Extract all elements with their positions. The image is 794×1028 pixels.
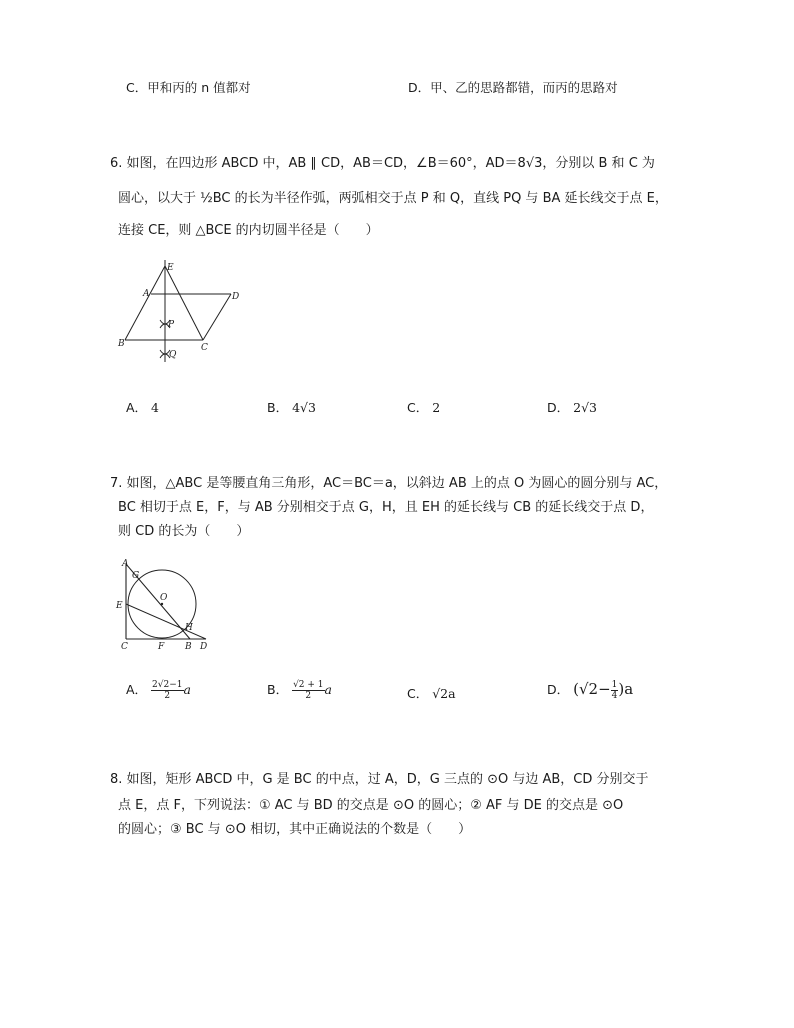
q7-line-3: 则 CD 的长为（ ） bbox=[118, 524, 250, 539]
q7-line-2: BC 相切于点 E，F，与 AB 分别相交于点 G，H，且 EH 的延长线与 CB 的延长线交于点 D， bbox=[118, 500, 654, 515]
option-d-prev: D．甲、乙的思路都错，而丙的思路对 bbox=[408, 80, 618, 95]
q7-option-d-letter: D． bbox=[547, 682, 570, 697]
q7-label-b: B bbox=[185, 642, 192, 652]
q6-option-a[interactable] bbox=[126, 398, 159, 416]
q7-option-b-var: a bbox=[324, 682, 332, 697]
q6-line-1: 6. 如图，在四边形 ABCD 中，AB ∥ CD，AB＝CD，∠B＝60°，AD＝8√3，分别以 B 和 C 为 bbox=[110, 156, 655, 171]
q7-option-c-value: √2a bbox=[432, 686, 456, 701]
q7-label-g: G bbox=[132, 571, 140, 581]
q7-option-b[interactable] bbox=[267, 680, 332, 701]
q7-label-h: H bbox=[185, 623, 193, 633]
q6-option-d[interactable] bbox=[547, 398, 597, 416]
q7-option-a[interactable] bbox=[126, 680, 191, 701]
q6-line-3: 连接 CE，则 △BCE 的内切圆半径是（ ） bbox=[118, 223, 379, 238]
q6-option-d-letter: D． bbox=[547, 400, 570, 415]
q7-option-d[interactable] bbox=[547, 680, 633, 701]
q7-label-e: E bbox=[116, 601, 123, 611]
q6-label-b: B bbox=[118, 339, 125, 349]
q7-option-b-fraction bbox=[292, 680, 324, 701]
q7-option-d-close: )a bbox=[618, 680, 634, 698]
q6-option-c[interactable] bbox=[407, 398, 440, 416]
q7-label-a: A bbox=[122, 559, 129, 569]
q7-option-a-numerator: 2√2−1 bbox=[152, 680, 183, 690]
q6-option-a-letter: A． bbox=[126, 400, 148, 415]
q6-label-p: P bbox=[168, 320, 175, 330]
q7-line-1: 7. 如图，△ABC 是等腰直角三角形，AC＝BC＝a，以斜边 AB 上的点 O 为圆心的圆分别与 AC， bbox=[110, 476, 668, 491]
q8-line-1: 8. 如图，矩形 ABCD 中，G 是 BC 的中点，过 A，D，G 三点的 ⊙O 与边 AB，CD 分别交于 bbox=[110, 772, 649, 787]
q7-label-f: F bbox=[158, 642, 165, 652]
q8-line-3: 的圆心；③ BC 与 ⊙O 相切，其中正确说法的个数是（ ） bbox=[118, 822, 472, 837]
q6-figure bbox=[115, 258, 245, 368]
q7-option-a-fraction bbox=[151, 680, 183, 701]
q7-option-d-numerator: 1 bbox=[611, 680, 618, 690]
q7-option-c[interactable] bbox=[407, 684, 456, 702]
q7-label-d: D bbox=[200, 642, 208, 652]
q7-option-a-letter: A． bbox=[126, 682, 148, 697]
q7-option-d-denominator: 4 bbox=[611, 691, 618, 701]
q6-label-c: C bbox=[201, 343, 208, 353]
q6-option-b-value: 4√3 bbox=[292, 400, 316, 415]
q7-option-b-denominator: 2 bbox=[305, 691, 312, 701]
option-c-prev: C．甲和丙的 n 值都对 bbox=[126, 80, 251, 95]
q6-option-d-value: 2√3 bbox=[573, 400, 597, 415]
q7-figure bbox=[112, 558, 217, 653]
q6-label-a: A bbox=[143, 289, 150, 299]
q7-option-c-letter: C． bbox=[407, 686, 429, 701]
q7-label-c: C bbox=[121, 642, 128, 652]
q6-line-2: 圆心，以大于 ½BC 的长为半径作弧，两弧相交于点 P 和 Q，直线 PQ 与 BA 延长线交于点 E， bbox=[118, 191, 668, 206]
q7-option-d-open: (√2− bbox=[573, 680, 611, 698]
q7-option-a-denominator: 2 bbox=[164, 691, 171, 701]
q7-label-o: O bbox=[160, 593, 168, 603]
q6-option-b[interactable] bbox=[267, 398, 316, 416]
q6-label-e: E bbox=[167, 263, 174, 273]
q6-label-q: Q bbox=[169, 350, 177, 360]
q7-option-b-letter: B． bbox=[267, 682, 289, 697]
q7-option-b-numerator: √2 + 1 bbox=[293, 680, 324, 690]
q6-option-b-letter: B． bbox=[267, 400, 289, 415]
q6-label-d: D bbox=[232, 292, 240, 302]
q6-option-c-letter: C． bbox=[407, 400, 429, 415]
q6-option-c-value: 2 bbox=[432, 400, 441, 415]
q7-option-a-var: a bbox=[183, 682, 191, 697]
q8-line-2: 点 E，点 F，下列说法：① AC 与 BD 的交点是 ⊙O 的圆心；② AF 与 DE 的交点是 ⊙O bbox=[118, 798, 624, 813]
q6-option-a-value: 4 bbox=[151, 400, 159, 415]
